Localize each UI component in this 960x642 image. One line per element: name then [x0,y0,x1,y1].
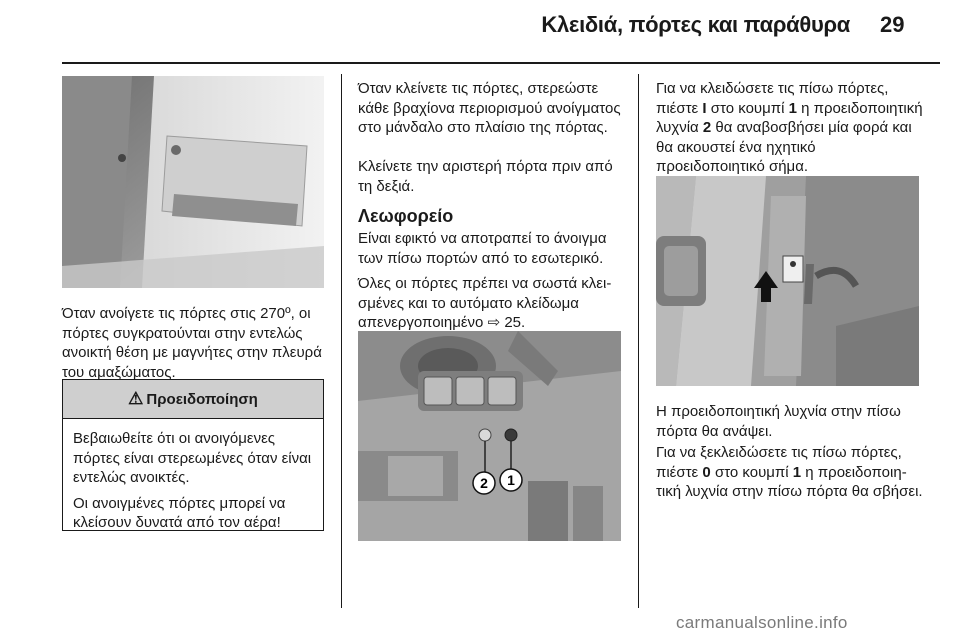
closing-doors-text: Όταν κλείνετε τις πόρτες, στερεώστε κάθε βραχίονα περιορισμού ανοίγματος στο μάνδαλο στο πλαίσιο της πόρτας. [358,80,621,136]
section-heading-bus: Λεωφορείο [358,206,454,226]
column-divider-left [341,74,342,608]
lock-button-num: 1 [788,99,797,117]
unlock-text-b: στο κουμπί [714,463,789,481]
callout-2-label: 2 [480,475,488,491]
warning-text-2: Οι ανοιγμένες πόρτες μπορεί να κλείσουν δυνατά από τον αέρα! [73,494,286,531]
door-magnet-text: Όταν ανοίγετε τις πόρτες στις 270º, οι πόρτες συγκρατούνται στην εντελώς ανοικτή θέση με μαγνήτες στην πλευρά του αμαξώματος. [62,305,322,381]
door-order-text: Κλείνετε την αριστερή πόρτα πριν από τη δεξιά. [358,158,613,195]
unlock-text-a: Για να ξεκλειδώσετε τις πίσω πόρτες, πιέστε [656,444,902,481]
doors-closed-body: Όλες οι πόρτες πρέπει να σωστά κλεισμένες και το αυτόματο κλείδωμα απενεργοποιημένο [358,275,612,331]
warning-title: Προειδοποίηση [146,390,258,408]
door-magnet-photo [62,76,324,288]
page-ref: 25. [504,314,526,331]
unlock-button-num: 1 [792,463,802,481]
header-rule [62,62,940,64]
unlock-key: 0 [702,463,711,481]
dashboard-switch-illustration [358,331,621,541]
lock-text-a: Για να κλειδώσετε τις πίσω πόρτες, πιέστε [656,80,889,117]
unlock-text-c: η προειδοποιητική λυχνία στην πίσω πόρτα θα σβήσει. [656,463,923,500]
lock-text-b: στο κουμπί [710,99,785,117]
watermark: carmanualsonline.info [676,613,848,632]
lock-text-c: η προειδοποιητική λυχνία [656,99,923,136]
page-title: Κλειδιά, πόρτες και παράθυρα [541,12,850,37]
callout-2 [473,472,495,494]
lock-lamp-num: 2 [702,119,712,136]
lock-key: I [702,99,707,117]
dashboard-switch-photo [358,331,621,541]
callout-1-label: 1 [507,472,515,488]
column-divider-right [638,74,639,608]
warning-header [63,380,323,419]
doors-closed-text [358,274,626,333]
bus-intro-text: Είναι εφικτό να αποτραπεί το άνοιγμα των πίσω πορτών από το εσωτερικό. [358,230,607,267]
page-number: 29 [880,12,905,37]
lock-text-d: θα αναβοσβήσει μία φορά και θα ακουστεί ένα ηχητικό προειδοποιητικό σήμα. [656,119,912,175]
rear-door-lamp-photo [656,176,919,386]
callout-1 [500,469,522,491]
door-magnet-illustration [62,76,324,288]
warning-text-1: Βεβαιωθείτε ότι οι ανοιγόμενες πόρτες είναι στερεωμένες όταν είναι εντελώς ανοικτές. [73,430,312,486]
lamp-on-text: Η προειδοποιητική λυχνία στην πίσω πόρτα θα ανάψει. [656,403,901,440]
rear-door-lamp-illustration [656,176,919,386]
unlock-rear-doors-text [656,443,924,502]
warning-box [62,379,324,531]
page-ref-arrow-icon: ⇨ [487,314,501,331]
lock-rear-doors-text [656,79,924,177]
warning-triangle-icon: ⚠ [128,389,144,408]
